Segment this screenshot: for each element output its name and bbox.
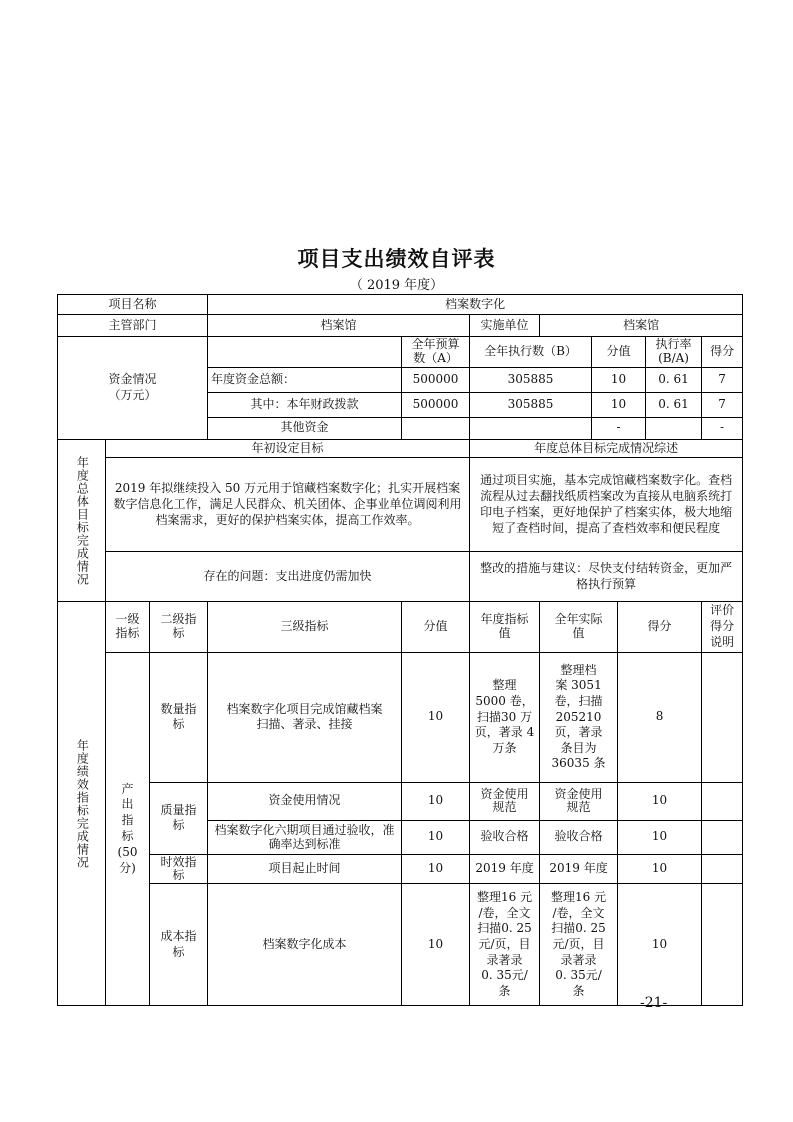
ind-row-quality2-score-value: 10 [402, 820, 470, 854]
unit-value: 档案馆 [540, 315, 743, 337]
goals-measures: 整改的措施与建议：尽快支付结转资金，更加严格执行预算 [470, 552, 743, 602]
ind-header-score: 得分 [618, 602, 702, 652]
ind-row-cost-level3: 档案数字化成本 [208, 884, 402, 1006]
dept-label: 主管部门 [58, 315, 208, 337]
ind-row-quantity-score-value: 10 [402, 652, 470, 782]
goals-summary-header: 年度总体目标完成情况综述 [470, 439, 743, 458]
funds-row-other-score-value: - [592, 417, 646, 439]
ind-header-level3: 三级指标 [208, 602, 402, 652]
funds-row-total-budget: 500000 [402, 367, 470, 392]
year-subtitle: （ 2019 年度） [349, 278, 444, 293]
ind-row-quality2-score: 10 [618, 820, 702, 854]
funds-row-fiscal-rate: 0. 61 [646, 392, 702, 417]
ind-row-time-score: 10 [618, 854, 702, 883]
funds-row-fiscal-score-value: 10 [592, 392, 646, 417]
ind-header-level2: 二级指 标 [150, 602, 208, 652]
funds-row-total-executed: 305885 [470, 367, 592, 392]
goals-summary-text: 通过项目实施，基本完成馆藏档案数字化。查档流程从过去翻找纸质档案改为直接从电脑系统打印电子档案，更好地保护了档案实体，极大地缩短了查档时间，提高了查档效率和便民程度 [470, 458, 743, 552]
funds-row-total-score: 7 [702, 367, 743, 392]
ind-header-target: 年度指标 值 [470, 602, 540, 652]
funds-row-other-budget [402, 417, 470, 439]
dept-value: 档案馆 [208, 315, 470, 337]
funds-header-score-value: 分值 [592, 337, 646, 368]
ind-header-score-value: 分值 [402, 602, 470, 652]
ind-row-quantity-level2: 数量指 标 [150, 652, 208, 782]
ind-row-cost-target: 整理16 元 /卷，全文 扫描0. 25 元/页，目 录著录 0. 35元/ 条 [470, 884, 540, 1006]
ind-row-quality1-level3: 资金使用情况 [208, 782, 402, 820]
ind-row-quality2-target: 验收合格 [470, 820, 540, 854]
ind-row-quality2-actual: 验收合格 [540, 820, 618, 854]
project-name-label: 项目名称 [58, 295, 208, 315]
ind-row-time-actual: 2019 年度 [540, 854, 618, 883]
ind-row-time-note [702, 854, 743, 883]
ind-row-quality-level2: 质量指 标 [150, 782, 208, 854]
goals-problems: 存在的问题：支出进度仍需加快 [106, 552, 470, 602]
goals-initial-header: 年初设定目标 [106, 439, 470, 458]
funds-header-score: 得分 [702, 337, 743, 368]
funds-row-other-score: - [702, 417, 743, 439]
funds-row-fiscal-score: 7 [702, 392, 743, 417]
funds-header-blank [208, 337, 402, 368]
ind-row-quantity-actual: 整理档 案 3051 卷，扫描 205210 页，著录 条目为 36035 条 [540, 652, 618, 782]
ind-row-quantity-note [702, 652, 743, 782]
ind-row-time-score-value: 10 [402, 854, 470, 883]
unit-label: 实施单位 [470, 315, 540, 337]
ind-row-quality1-target: 资金使用 规范 [470, 782, 540, 820]
ind-header-note: 评价得分说明 [702, 602, 743, 652]
goals-section-label: 年度总体目标完成情况 [58, 439, 106, 602]
ind-row-cost-actual: 整理16 元 /卷，全文 扫描0. 25 元/页，目 录著录 0. 35元/ 条 [540, 884, 618, 1006]
ind-row-quality1-note [702, 782, 743, 820]
funds-row-other-label: 其他资金 [208, 417, 402, 439]
ind-header-actual: 全年实际 值 [540, 602, 618, 652]
ind-row-quantity-level3: 档案数字化项目完成馆藏档案扫描、著录、挂接 [208, 652, 402, 782]
project-name-value: 档案数字化 [208, 295, 743, 315]
ind-row-quantity-target: 整理 5000 卷， 扫描30 万 页，著录 4 万条 [470, 652, 540, 782]
ind-row-quality2-note [702, 820, 743, 854]
funds-row-fiscal-executed: 305885 [470, 392, 592, 417]
ind-row-cost-score-value: 10 [402, 884, 470, 1006]
funds-header-executed: 全年执行数（B） [470, 337, 592, 368]
funds-row-other-rate [646, 417, 702, 439]
ind-row-quality2-level3: 档案数字化六期项目通过验收，准确率达到标准 [208, 820, 402, 854]
ind-row-cost-score: 10 [618, 884, 702, 1006]
ind-header-level1: 一级 指标 [106, 602, 150, 652]
indicators-section-label: 年度绩效指标完成情况 [58, 602, 106, 1006]
ind-row-quality1-actual: 资金使用 规范 [540, 782, 618, 820]
ind-level1-label: 产 出 指 标 (50 分) [106, 652, 150, 1005]
ind-row-time-level2: 时效指 标 [150, 854, 208, 883]
funds-row-total-score-value: 10 [592, 367, 646, 392]
page-number: -21- [640, 995, 668, 1011]
page-title: 项目支出绩效自评表 [297, 247, 496, 271]
ind-row-quality1-score-value: 10 [402, 782, 470, 820]
goals-initial-text: 2019 年拟继续投入 50 万元用于馆藏档案数字化；扎实开展档案数字信息化工作，满足人民群众、机关团体、企事业单位调阅利用档案需求，更好的保护档案实体，提高工作效率。 [106, 458, 470, 552]
funds-row-fiscal-label: 其中：本年财政拨款 [208, 392, 402, 417]
ind-row-cost-note [702, 884, 743, 1006]
ind-row-quality1-score: 10 [618, 782, 702, 820]
ind-row-quantity-score: 8 [618, 652, 702, 782]
funds-section-label: 资金情况 （万元） [58, 337, 208, 440]
funds-header-budget: 全年预算 数（A） [402, 337, 470, 368]
ind-row-cost-level2: 成本指 标 [150, 884, 208, 1006]
funds-header-rate: 执行率 (B/A) [646, 337, 702, 368]
funds-row-fiscal-budget: 500000 [402, 392, 470, 417]
funds-row-total-label: 年度资金总额： [208, 367, 402, 392]
funds-row-total-rate: 0. 61 [646, 367, 702, 392]
funds-row-other-executed [470, 417, 592, 439]
ind-row-time-target: 2019 年度 [470, 854, 540, 883]
ind-row-time-level3: 项目起止时间 [208, 854, 402, 883]
self-evaluation-table [57, 294, 743, 1006]
